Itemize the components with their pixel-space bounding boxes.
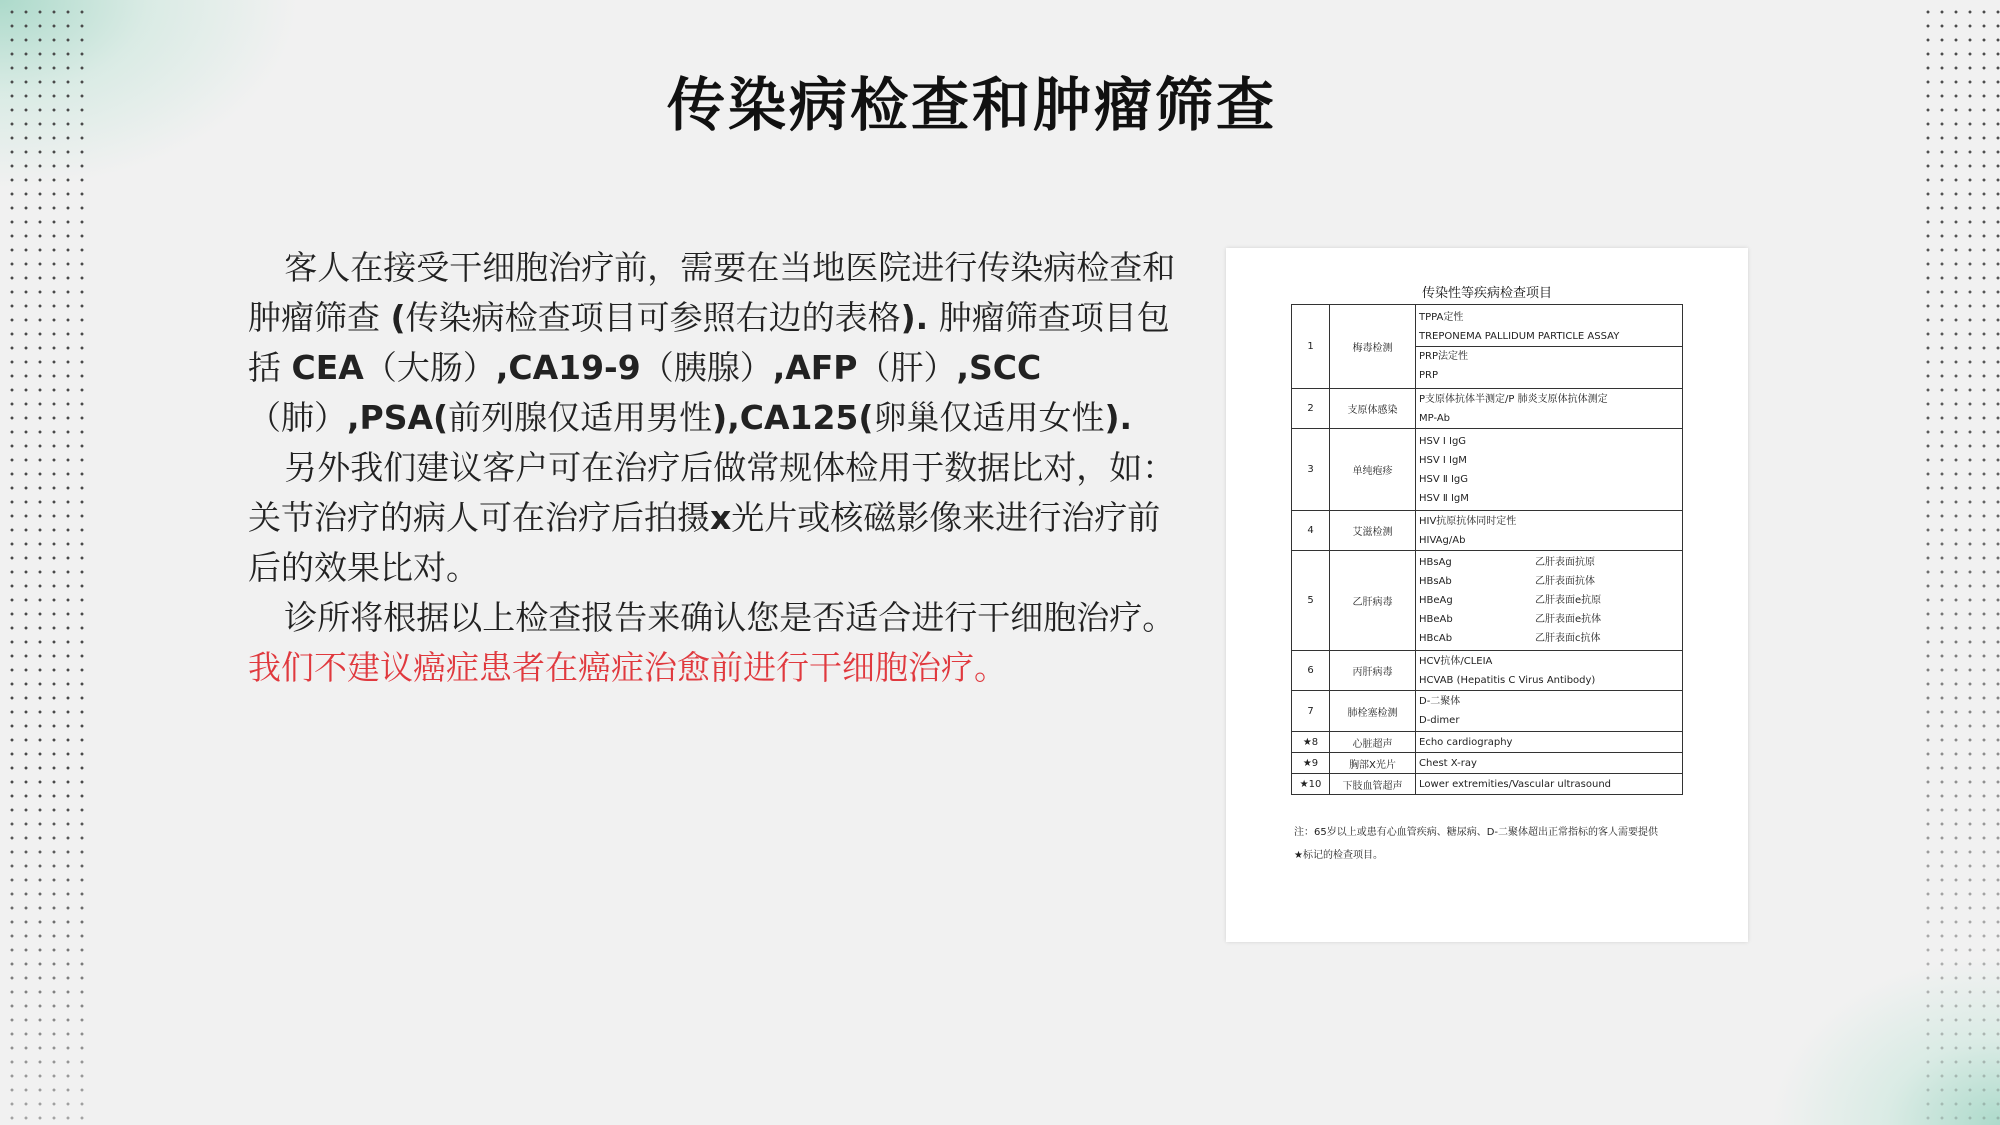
- table-row: [1292, 651, 1683, 691]
- test-items: D-二聚体 D-dimer: [1416, 691, 1683, 732]
- test-name: 胸部X光片: [1330, 753, 1416, 774]
- test-name: 丙肝病毒: [1330, 651, 1416, 691]
- row-number: 3: [1292, 429, 1330, 511]
- cancer-warning: 我们不建议癌症患者在癌症治愈前进行干细胞治疗。: [248, 648, 1007, 687]
- test-items: P支原体抗体半测定/P 肺炎支原体抗体测定 MP-Ab: [1416, 389, 1683, 429]
- document-footnote: 注：65岁以上或患有心血管疾病、糖尿病、D-二聚体超出正常指标的客人需要提供 ★标记的检查项目。: [1294, 827, 1659, 861]
- test-name: 心脏超声: [1330, 732, 1416, 753]
- test-name: 艾滋检测: [1330, 511, 1416, 551]
- dot-pattern-right: [1916, 0, 2000, 1125]
- test-name: 梅毒检测: [1330, 305, 1416, 389]
- test-items: HCV抗体/CLEIA HCVAB (Hepatitis C Virus Antibody): [1416, 651, 1683, 691]
- page-title: 传染病检查和肿瘤筛查: [666, 71, 1277, 139]
- infectious-disease-table-document: [1226, 248, 1748, 942]
- table-row: [1292, 429, 1683, 511]
- test-name: 支原体感染: [1330, 389, 1416, 429]
- test-name: 乙肝病毒: [1330, 551, 1416, 651]
- row-number: 6: [1292, 651, 1330, 691]
- row-number: 2: [1292, 389, 1330, 429]
- dot-pattern-left: [0, 0, 84, 1125]
- test-name: 下肢血管超声: [1330, 774, 1416, 795]
- test-items: HIV抗原抗体同时定性 HIVAg/Ab: [1416, 511, 1683, 551]
- table-row: [1292, 732, 1683, 753]
- paragraph-post-treatment-checkup: 另外我们建议客户可在治疗后做常规体检用于数据比对，如：关节治疗的病人可在治疗后拍摄x光片或核磁影像来进行治疗前后的效果比对。: [248, 448, 1176, 587]
- row-number: ★10: [1292, 774, 1330, 795]
- body-text: [248, 243, 1178, 693]
- row-number: 5: [1292, 551, 1330, 651]
- row-number: ★8: [1292, 732, 1330, 753]
- test-items: TPPA定性 TREPONEMA PALLIDUM PARTICLE ASSAY PRP法定性 PRP: [1416, 305, 1683, 389]
- row-number: 4: [1292, 511, 1330, 551]
- test-name: 肺栓塞检测: [1330, 691, 1416, 732]
- test-items: HSV Ⅰ IgG HSV Ⅰ IgM HSV Ⅱ IgG HSV Ⅱ IgM: [1416, 429, 1683, 511]
- table-row: [1292, 691, 1683, 732]
- infectious-disease-table: [1291, 304, 1683, 795]
- paragraph-pre-treatment-screening: 客人在接受干细胞治疗前，需要在当地医院进行传染病检查和肿瘤筛查 (传染病检查项目可参照右边的表格). 肿瘤筛查项目包括 CEA（大肠）,CA19-9（胰腺）,AFP（肝）,SCC（肺）,PSA(前列腺仅适用男性),CA125(卵巢仅适用女性).: [248, 248, 1176, 437]
- row-number: ★9: [1292, 753, 1330, 774]
- row-number: 7: [1292, 691, 1330, 732]
- paragraph-eligibility-notice: 诊所将根据以上检查报告来确认您是否适合进行干细胞治疗。 我们不建议癌症患者在癌症治愈前进行干细胞治疗。: [248, 598, 1176, 687]
- table-row: [1292, 753, 1683, 774]
- table-row: [1292, 389, 1683, 429]
- document-title: 传染性等疾病检查项目: [1421, 286, 1552, 301]
- table-row: [1292, 551, 1683, 651]
- test-name: 单纯疱疹: [1330, 429, 1416, 511]
- table-row: [1292, 511, 1683, 551]
- table-row: [1292, 305, 1683, 389]
- test-items: Echo cardiography: [1416, 732, 1683, 753]
- test-items: Chest X-ray: [1416, 753, 1683, 774]
- row-number: 1: [1292, 305, 1330, 389]
- table-row: [1292, 774, 1683, 795]
- test-items: HBsAg 乙肝表面抗原 HBsAb 乙肝表面抗体 HBeAg 乙肝表面e抗原 HBeAb 乙肝表面e抗体 HBcAb 乙肝表面c抗体: [1416, 551, 1683, 651]
- test-items: Lower extremities/Vascular ultrasound: [1416, 774, 1683, 795]
